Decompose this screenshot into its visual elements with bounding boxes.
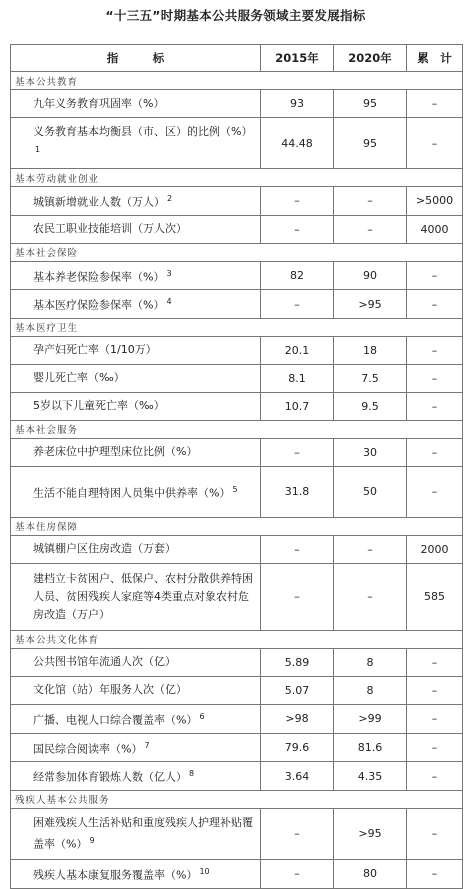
indicator-name: [11, 438, 261, 466]
indicator-name: [11, 336, 261, 364]
value-2020: 80: [334, 859, 407, 888]
table-row: [11, 808, 463, 859]
value-2015: 31.8: [261, 466, 334, 517]
value-cumulative: –: [407, 290, 463, 319]
indicator-name: [11, 859, 261, 888]
table-row: [11, 563, 463, 630]
table-row: [11, 438, 463, 466]
value-2015: >98: [261, 704, 334, 733]
indicator-label: 公共图书馆年流通人次（亿）: [33, 655, 176, 669]
footnote-marker: 8: [189, 769, 195, 779]
indicator-name: [11, 704, 261, 733]
header-cumulative: 累 计: [407, 45, 463, 72]
section-title: 基本社会服务: [11, 420, 463, 438]
section-title: 残疾人基本公共服务: [11, 790, 463, 808]
page-title: “十三五”时期基本公共服务领域主要发展指标: [105, 8, 366, 23]
value-2020: 50: [334, 466, 407, 517]
table-row: [11, 290, 463, 319]
value-cumulative: >5000: [407, 187, 463, 216]
section-row: [11, 790, 463, 808]
indicator-name: [11, 535, 261, 563]
table-row: [11, 733, 463, 762]
value-2020: 30: [334, 438, 407, 466]
indicator-name: [11, 215, 261, 243]
indicator-label: 困难残疾人生活补贴和重度残疾人护理补贴覆盖率（%）: [33, 816, 253, 851]
section-row: [11, 517, 463, 535]
indicators-table: [10, 44, 463, 889]
value-cumulative: –: [407, 733, 463, 762]
value-2020: 8: [334, 676, 407, 704]
value-2015: –: [261, 187, 334, 216]
indicator-name: [11, 392, 261, 420]
indicator-label: 生活不能自理特困人员集中供养率（%）: [33, 486, 231, 500]
value-2015: –: [261, 438, 334, 466]
value-cumulative: –: [407, 118, 463, 169]
indicator-label: 残疾人基本康复服务覆盖率（%）: [33, 868, 198, 882]
value-2020: >95: [334, 290, 407, 319]
indicator-label: 孕产妇死亡率（1/10万）: [33, 343, 157, 357]
section-title: 基本社会保险: [11, 243, 463, 261]
indicator-label: 文化馆（站）年服务人次（亿）: [33, 683, 187, 697]
table-row: [11, 676, 463, 704]
value-2015: 44.48: [261, 118, 334, 169]
indicator-label: 农民工职业技能培训（万人次）: [33, 222, 187, 236]
table-row: [11, 187, 463, 216]
indicator-name: [11, 90, 261, 118]
indicator-name: [11, 364, 261, 392]
table-row: [11, 364, 463, 392]
value-cumulative: –: [407, 392, 463, 420]
value-2015: –: [261, 563, 334, 630]
indicator-label: 国民综合阅读率（%）: [33, 742, 143, 756]
indicator-label: 建档立卡贫困户、低保户、农村分散供养特困人员、贫困残疾人家庭等4类重点对象农村危房改造（万户）: [33, 571, 253, 621]
value-cumulative: 2000: [407, 535, 463, 563]
value-2015: 20.1: [261, 336, 334, 364]
value-2020: 8: [334, 648, 407, 676]
value-2020: 95: [334, 118, 407, 169]
table-row: [11, 762, 463, 791]
value-2020: 90: [334, 261, 407, 290]
value-2020: 7.5: [334, 364, 407, 392]
value-cumulative: –: [407, 808, 463, 859]
value-2015: 82: [261, 261, 334, 290]
table-row: [11, 392, 463, 420]
value-2015: –: [261, 808, 334, 859]
table-row: [11, 215, 463, 243]
footnote-marker: 10: [199, 866, 210, 876]
value-2015: –: [261, 290, 334, 319]
table-body: [11, 72, 463, 889]
section-row: [11, 420, 463, 438]
value-2020: 95: [334, 90, 407, 118]
indicator-label: 基本医疗保险参保率（%）: [33, 298, 165, 312]
section-title: 基本劳动就业创业: [11, 169, 463, 187]
indicator-label: 广播、电视人口综合覆盖率（%）: [33, 713, 198, 727]
footnote-marker: 9: [89, 836, 95, 846]
value-cumulative: –: [407, 704, 463, 733]
indicator-label: 养老床位中护理型床位比例（%）: [33, 445, 198, 459]
indicator-name: [11, 676, 261, 704]
indicator-name: [11, 261, 261, 290]
table-row: [11, 859, 463, 888]
value-2020: –: [334, 187, 407, 216]
indicator-label: 城镇新增就业人数（万人）: [33, 195, 165, 209]
section-title: 基本公共教育: [11, 72, 463, 90]
footnote-marker: 2: [167, 194, 173, 203]
table-row: [11, 648, 463, 676]
value-2015: 10.7: [261, 392, 334, 420]
value-2015: 5.07: [261, 676, 334, 704]
value-2015: –: [261, 859, 334, 888]
indicator-name: [11, 808, 261, 859]
footnote-marker: 6: [199, 711, 205, 721]
indicator-label: 义务教育基本均衡县（市、区）的比例（%）: [33, 125, 253, 139]
indicator-name: [11, 733, 261, 762]
footnote-marker: 4: [166, 297, 172, 307]
section-row: [11, 72, 463, 90]
value-2015: 8.1: [261, 364, 334, 392]
indicator-label: 九年义务教育巩固率（%）: [33, 96, 165, 110]
footnote-marker: 7: [144, 740, 150, 750]
table-row: [11, 261, 463, 290]
table-row: [11, 118, 463, 169]
value-cumulative: –: [407, 648, 463, 676]
indicator-label: 婴儿死亡率（‰）: [33, 371, 125, 385]
section-row: [11, 169, 463, 187]
value-2020: –: [334, 535, 407, 563]
header-indicator: 指 标: [11, 45, 261, 72]
value-cumulative: –: [407, 336, 463, 364]
table-row: [11, 704, 463, 733]
section-row: [11, 243, 463, 261]
value-cumulative: 4000: [407, 215, 463, 243]
value-2015: 3.64: [261, 762, 334, 791]
value-2015: 5.89: [261, 648, 334, 676]
value-2020: >99: [334, 704, 407, 733]
value-2020: 9.5: [334, 392, 407, 420]
indicator-name: [11, 187, 261, 216]
header-row: [11, 45, 463, 72]
section-title: 基本住房保障: [11, 517, 463, 535]
value-2020: 4.35: [334, 762, 407, 791]
section-title: 基本医疗卫生: [11, 318, 463, 336]
indicator-name: [11, 648, 261, 676]
indicator-label: 5岁以下儿童死亡率（‰）: [33, 399, 165, 413]
value-2020: –: [334, 563, 407, 630]
value-cumulative: –: [407, 859, 463, 888]
value-2020: –: [334, 215, 407, 243]
value-2015: 93: [261, 90, 334, 118]
indicator-name: [11, 290, 261, 319]
section-row: [11, 318, 463, 336]
indicator-name: [11, 563, 261, 630]
indicator-name: [11, 118, 261, 169]
table-row: [11, 90, 463, 118]
section-title: 基本公共文化体育: [11, 630, 463, 648]
value-cumulative: –: [407, 261, 463, 290]
value-2015: 79.6: [261, 733, 334, 762]
value-cumulative: –: [407, 466, 463, 517]
section-row: [11, 630, 463, 648]
value-cumulative: –: [407, 364, 463, 392]
indicator-label: 经常参加体育锻炼人数（亿人）: [33, 770, 187, 784]
indicator-name: [11, 762, 261, 791]
table-row: [11, 336, 463, 364]
footnote-marker: 1: [35, 145, 41, 155]
value-2020: >95: [334, 808, 407, 859]
value-2020: 18: [334, 336, 407, 364]
footnote-marker: 3: [166, 268, 172, 278]
value-cumulative: 585: [407, 563, 463, 630]
table-row: [11, 535, 463, 563]
table-row: [11, 466, 463, 517]
value-cumulative: –: [407, 676, 463, 704]
value-2015: –: [261, 215, 334, 243]
indicator-name: [11, 466, 261, 517]
value-2015: –: [261, 535, 334, 563]
indicator-label: 基本养老保险参保率（%）: [33, 270, 165, 284]
value-cumulative: –: [407, 90, 463, 118]
value-2020: 81.6: [334, 733, 407, 762]
value-cumulative: –: [407, 438, 463, 466]
header-2020: 2020年: [334, 45, 407, 72]
header-2015: 2015年: [261, 45, 334, 72]
indicator-label: 城镇棚户区住房改造（万套）: [33, 542, 176, 556]
footnote-marker: 5: [232, 485, 238, 495]
value-cumulative: –: [407, 762, 463, 791]
